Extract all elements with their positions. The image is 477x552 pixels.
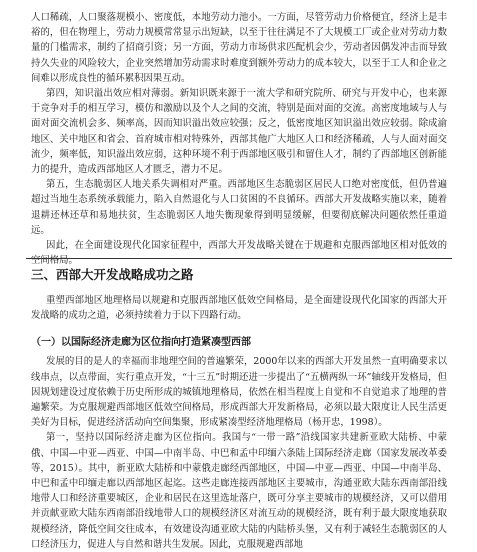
paragraph-top-3: 第五，生态脆弱区人地关系失调相对严重。西部地区生态脆弱区居民人口绝对密度低，但仍普遍超过当地生态系统承载能力，陷入自然退化与人口贫困的不良循环。西部大开发战略实施以来，随着退耕还林还草和易地扶贫，生态脆弱区人地失衡现象得到明显缓解，但要彻底解决问题依然任重道远。 (31, 179, 447, 236)
section-heading: 三、西部大开发战略成功之路 (31, 267, 194, 282)
section-divider (26, 258, 452, 259)
paragraph-top-1: 人口稀疏，人口聚落规模小、密度低，本地劳动力池小。一方面，尽管劳动力价格便宜，经济上是丰裕的，但在物理上，劳动力规模常常显示出短缺，以至于往往满足不了大规模工厂或企业对劳动力数量的门槛需求，制约了招商引资；另一方面，劳动力市场供求匹配机会少，劳动者因偶发冲击而导致持久失业的风险较大，企业突然增加劳动需求时难度到额外劳动力的成本较大，以至于工人和企业之间难以形成良性的循环累积因果互动。 (31, 12, 447, 84)
paragraph-top-4: 因此，在全面建设现代化国家征程中，西部大开发战略关键在于规避和克服西部地区相对低效的空间格局。 (31, 240, 447, 267)
document-lower (31, 265, 447, 552)
paragraph-bottom-2: 第一，坚持以国际经济走廊为区位指向。我国与“一带一路”沿线国家共建新亚欧大陆桥、中蒙俄、中国—中亚—西亚、中国—中南半岛、中巴和孟中印缅六条陆上国际经济走廊（国家发展改革委等，2015）。其中，新亚欧大陆桥和中蒙俄走廊经西部地区，中国—中亚—西亚、中国—中南半岛、中巴和孟中印缅走廊以西部地区起迄。这些走廊连接西部地区主要城市，沟通亚欧大陆东西南部沿线地带人口和经济重要城区，企业和居民在这里选址落户，既可分享主要城市的规模经济，又可以借用并贡献亚欧大陆东西南部沿线地带人口的规模经济区对流互动的规模经济，既有利于最大限度地获取规模经济，降低空间交往成本，有效建设沟通亚欧大陆的内陆桥头堡，又有利于减轻生态脆弱区的人口经济压力，促进人与自然和谐共生发展。因此，克服规避西部地 (31, 432, 447, 550)
document-page (31, 10, 447, 268)
subsection-heading: （一）以国际经济走廊为区位指向打造紧凑型西部 (31, 337, 251, 349)
paragraph-intro: 重塑西部地区地理格局以规避和克服西部地区低效空间格局，是全面建设现代化国家的西部大开发战略的成功之道，必须持续着力于以下四路行动。 (31, 295, 447, 322)
paragraph-bottom-1: 发展的目的是人的幸福而非地理空间的普遍繁荣，2000年以来的西部大开发虽然一直明确要求以线串点，以点带面，实行重点开发，“十三五”时期还进一步提出了“五横两纵一环”轴线开发格局，但因规划建设过度依赖于历史所形成的城镇地理格局，依然在相当程度上自觉和不自觉追求了地理的普遍繁荣。为克服规避西部地区低效空间格局，形成西部大开发新格局，必须以最大限度让人民生活更美好为目标，促进经济活动向空间集聚，形成紧凑型经济地理格局（杨开忠，1998）。 (31, 356, 447, 429)
paragraph-top-2: 第四，知识溢出效应相对薄弱。新知识既来源于一流大学和研究院所、研究与开发中心，也来源于竞争对手的相互学习，模仿和激励以及个人之间的交流，特别是面对面的交流。高密度地域与人与面对面交流机会多、频率高，因而知识溢出效应较强；反之，低密度地区知识溢出效应较弱。除成渝地区、关中地区和省会、首府城市相对特殊外，西部其他广大地区人口和经济稀疏，人与人面对面交流少，频率低，知识溢出效应弱，这种环境不利于西部地区吸引和留住人才，制约了西部地区创新能力的提升，造成西部地区人才匮乏，潜力不足。 (31, 88, 447, 176)
